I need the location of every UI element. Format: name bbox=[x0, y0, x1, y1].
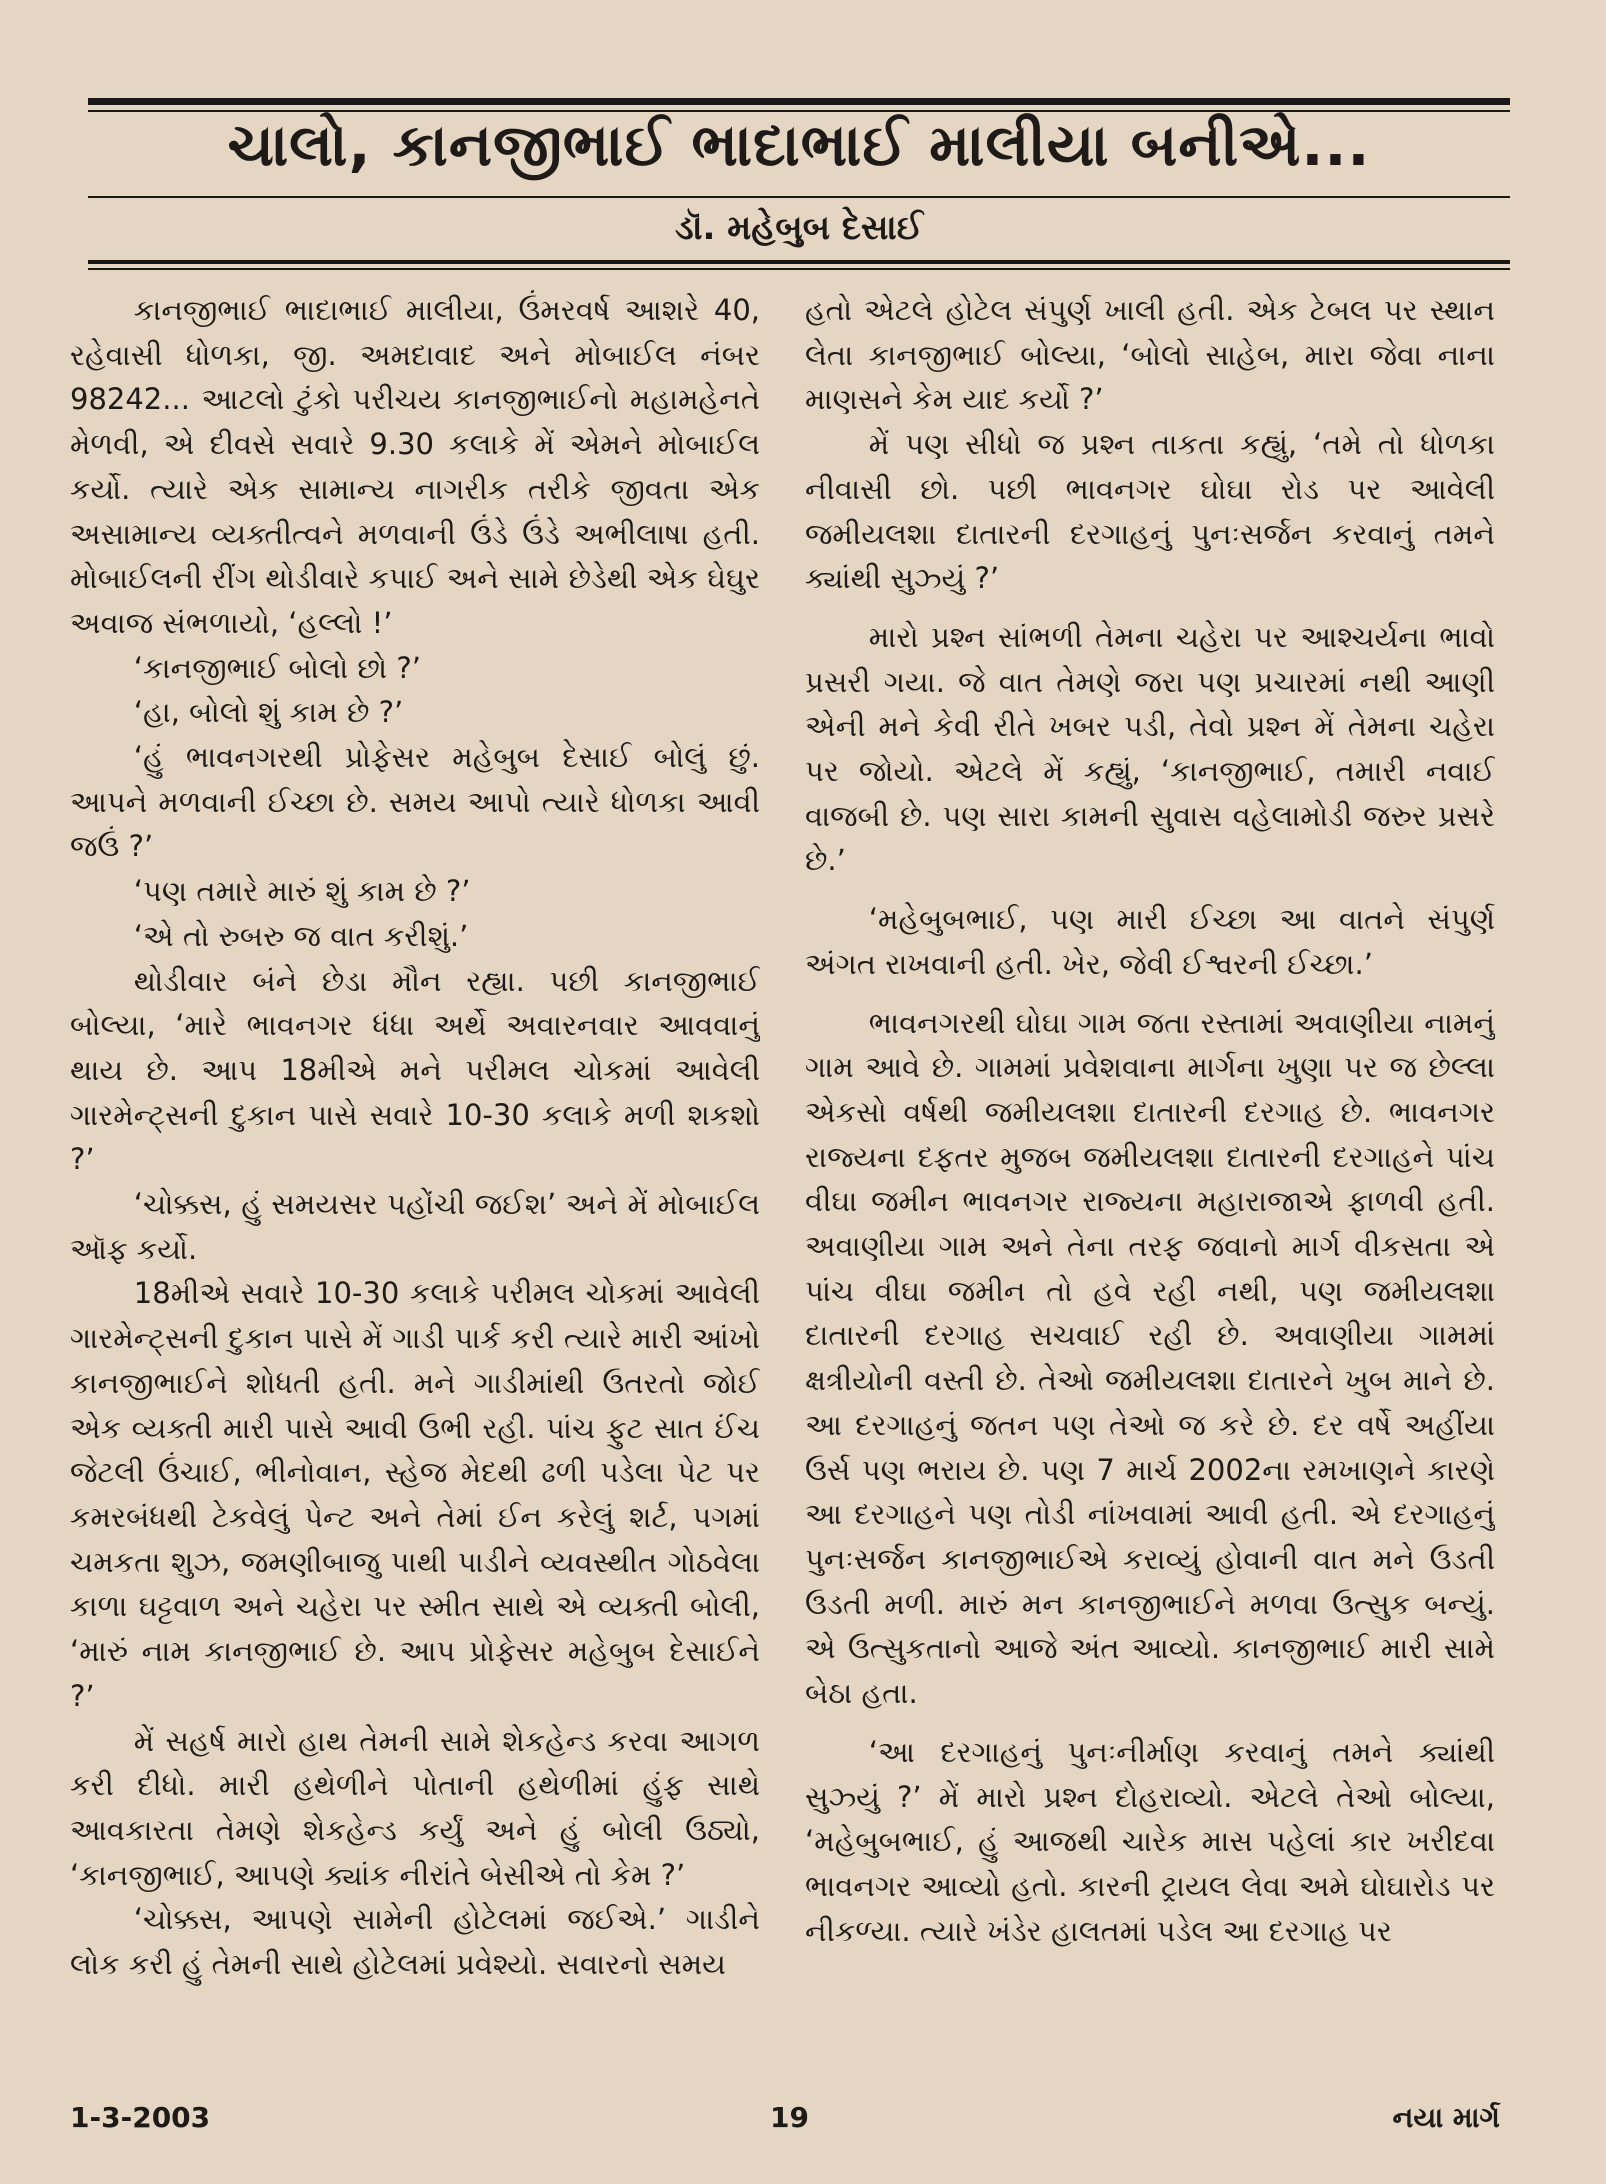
article-column-right bbox=[805, 288, 1495, 2078]
paragraph: ભાવનગરથી ઘોઘા ગામ જતા રસ્તામાં અવાણીયા નામનું ગામ આવે છે. ગામમાં પ્રવેશવાના માર્ગના ખુણા પર જ છેલ્લા એકસો વર્ષથી જમીયલશા દાતારની દરગાહ છે. ભાવનગર રાજ્યના દફતર મુજબ જમીયલશા દાતારની દરગાહને પાંચ વીઘા જમીન ભાવનગર રાજ્યના મહારાજાએ ફાળવી હતી. અવાણીયા ગામ અને તેના તરફ જવાનો માર્ગ વીકસતા એ પાંચ વીઘા જમીન તો હવે રહી નથી, પણ જમીયલશા દાતારની દરગાહ સચવાઈ રહી છે. અવાણીયા ગામમાં ક્ષત્રીયોની વસ્તી છે. તેઓ જમીયલશા દાતારને ખુબ માને છે. આ દરગાહનું જતન પણ તેઓ જ કરે છે. દર વર્ષે અહીંયા ઉર્સ પણ ભરાય છે. પણ 7 માર્ચ 2002ના રમખાણને કારણે આ દરગાહને પણ તોડી નાંખવામાં આવી હતી. એ દરગાહનું પુનઃસર્જન કાનજીભાઈએ કરાવ્યું હોવાની વાત મને ઉડતી ઉડતી મળી. મારું મન કાનજીભાઈને મળવા ઉત્સુક બન્યું. એ ઉત્સુકતાનો આજે અંત આવ્યો. કાનજીભાઈ મારી સામે બેઠા હતા. bbox=[805, 1005, 1495, 1711]
header-bottom-rule-thick bbox=[88, 260, 1510, 264]
footer-date: 1-3-2003 bbox=[70, 2101, 211, 2134]
article-column-left bbox=[70, 288, 760, 2078]
paragraph: મેં પણ સીધો જ પ્રશ્ન તાકતા કહ્યું, ‘તમે તો ધોળકા નીવાસી છો. પછી ભાવનગર ઘોઘા રોડ પર આવેલી જમીયલશા દાતારની દરગાહનું પુનઃસર્જન કરવાનું તમને ક્યાંથી સુઝ્યું ?’ bbox=[805, 427, 1495, 596]
paragraph: ‘હા, બોલો શું કામ છે ?’ bbox=[133, 695, 404, 730]
paragraph: ‘ચોક્કસ, આપણે સામેની હોટેલમાં જઈએ.’ ગાડીને લોક કરી હું તેમની સાથે હોટેલમાં પ્રવેશ્યો. સવારનો સમય bbox=[70, 1902, 760, 1982]
header-bottom-rule-thin bbox=[88, 268, 1510, 270]
paragraph: ‘ચોક્કસ, હું સમયસર પહોંચી જઈશ’ અને મેં મોબાઈલ ઑફ કર્યો. bbox=[70, 1187, 760, 1266]
paragraph: કાનજીભાઈ ભાદાભાઈ માલીયા, ઉંમરવર્ષ આશરે 40, રહેવાસી ધોળકા, જી. અમદાવાદ અને મોબાઈલ નંબર 98242... આટલો ટુંકો પરીચય કાનજીભાઈનો મહામહેનતે મેળવી, એ દીવસે સવારે 9.30 કલાકે મેં એમને મોબાઈલ કર્યો. ત્યારે એક સામાન્ય નાગરીક તરીકે જીવતા એક અસામાન્ય વ્યક્તીત્વને મળવાની ઉંડે ઉંડે અભીલાષા હતી. મોબાઈલની રીંગ થોડીવારે કપાઈ અને સામે છેડેથી એક ઘેઘુર અવાજ સંભળાયો, ‘હલ્લો !’ bbox=[70, 293, 760, 640]
paragraph: મેં સહર્ષ મારો હાથ તેમની સામે શેકહેન્ડ કરવા આગળ કરી દીધો. મારી હથેળીને પોતાની હથેળીમાં હુંફ સાથે આવકારતા તેમણે શેકહેન્ડ કર્યું અને હું બોલી ઉઠ્યો, ‘કાનજીભાઈ, આપણે ક્યાંક નીરાંતે બેસીએ તો કેમ ?’ bbox=[70, 1723, 760, 1892]
paragraph: ‘હું ભાવનગરથી પ્રોફેસર મહેબુબ દેસાઈ બોલું છું. આપને મળવાની ઈચ્છા છે. સમય આપો ત્યારે ધોળકા આવી જઉં ?’ bbox=[70, 740, 760, 864]
paragraph: ‘મહેબુબભાઈ, પણ મારી ઈચ્છા આ વાતને સંપુર્ણ અંગત રાખવાની હતી. ખેર, જેવી ઈશ્વરની ઈચ્છા.’ bbox=[805, 902, 1495, 981]
paragraph: મારો પ્રશ્ન સાંભળી તેમના ચહેરા પર આશ્ચર્યના ભાવો પ્રસરી ગયા. જે વાત તેમણે જરા પણ પ્રચારમાં નથી આણી એની મને કેવી રીતે ખબર પડી, તેવો પ્રશ્ન મેં તેમના ચહેરા પર જોયો. એટલે મેં કહ્યું, ‘કાનજીભાઈ, તમારી નવાઈ વાજબી છે. પણ સારા કામની સુવાસ વહેલામોડી જરુર પ્રસરે છે.’ bbox=[805, 619, 1495, 878]
paragraph: ‘કાનજીભાઈ બોલો છો ?’ bbox=[133, 650, 421, 685]
top-rule-thick bbox=[88, 98, 1510, 105]
paragraph: હતો એટલે હોટેલ સંપુર્ણ ખાલી હતી. એક ટેબલ પર સ્થાન લેતા કાનજીભાઈ બોલ્યા, ‘બોલો સાહેબ, મારા જેવા નાના માણસને કેમ યાદ કર્યો ?’ bbox=[805, 293, 1495, 417]
paragraph: 18મીએ સવારે 10-30 કલાકે પરીમલ ચોકમાં આવેલી ગારમેન્ટ્સની દુકાન પાસે મેં ગાડી પાર્ક કરી ત્યારે મારી આંખો કાનજીભાઈને શોધતી હતી. મને ગાડીમાંથી ઉતરતો જોઈ એક વ્યક્તી મારી પાસે આવી ઉભી રહી. પાંચ ફુટ સાત ઈંચ જેટલી ઉંચાઈ, ભીનોવાન, સ્હેજ મેદથી ઢળી પડેલા પેટ પર કમરબંધથી ટેકવેલું પેન્ટ અને તેમાં ઈન કરેલું શર્ટ, પગમાં ચમકતા શુઝ, જમણીબાજુ પાથી પાડીને વ્યવસ્થીત ગોઠવેલા કાળા ઘટ્ટવાળ અને ચહેરા પર સ્મીત સાથે એ વ્યક્તી બોલી, ‘મારું નામ કાનજીભાઈ છે. આપ પ્રોફેસર મહેબુબ દેસાઈને ?’ bbox=[70, 1276, 760, 1713]
footer-magazine-name: નયા માર્ગ bbox=[1392, 2101, 1500, 2134]
paragraph: ‘આ દરગાહનું પુનઃનીર્માણ કરવાનું તમને ક્યાંથી સુઝ્યું ?’ મેં મારો પ્રશ્ન દોહરાવ્યો. એટલે તેઓ બોલ્યા, ‘મહેબુબભાઈ, હું આજથી ચારેક માસ પહેલાં કાર ખરીદવા ભાવનગર આવ્યો હતો. કારની ટ્રાયલ લેવા અમે ઘોઘારોડ પર નીકળ્યા. ત્યારે ખંડેર હાલતમાં પડેલ આ દરગાહ પર bbox=[805, 1734, 1495, 1948]
article-author: ડૉ. મહેબુબ દેસાઈ bbox=[675, 208, 923, 248]
paragraph: ‘એ તો રુબરુ જ વાત કરીશું.’ bbox=[133, 918, 469, 953]
title-divider bbox=[88, 196, 1510, 198]
paragraph: ‘પણ તમારે મારું શું કામ છે ?’ bbox=[133, 874, 471, 909]
footer-page-number: 19 bbox=[770, 2101, 809, 2134]
paragraph: થોડીવાર બંને છેડા મૌન રહ્યા. પછી કાનજીભાઈ બોલ્યા, ‘મારે ભાવનગર ધંધા અર્થે અવારનવાર આવવાનું થાય છે. આપ 18મીએ મને પરીમલ ચોકમાં આવેલી ગારમેન્ટ્સની દુકાન પાસે સવારે 10-30 કલાકે મળી શકશો ?’ bbox=[70, 963, 760, 1177]
article-title: ચાલો, કાનજીભાઈ ભાદાભાઈ માલીયા બનીએ... bbox=[227, 111, 1371, 179]
